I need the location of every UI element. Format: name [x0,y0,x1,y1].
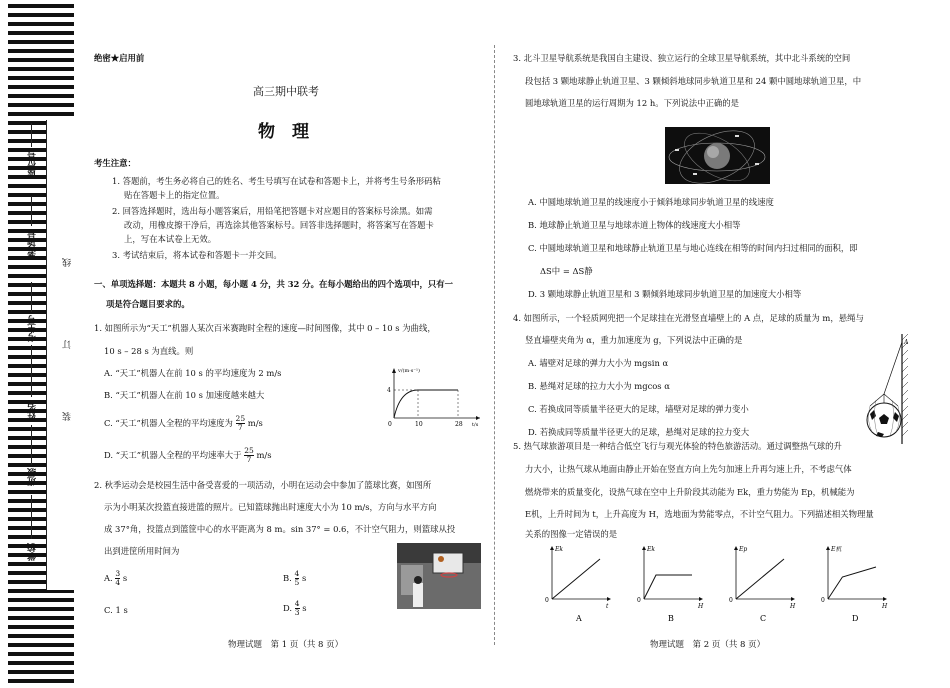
q3-stem: 圆地球轨道卫星的运行周期为 12 h。下列说法中正确的是 [525,98,739,108]
page-divider [494,45,495,645]
curve-segment [394,390,418,418]
q3-option-b: B. 地球静止轨道卫星与地球赤道上物体的线速度大小相等 [528,220,741,230]
fraction-den: 7 [246,455,252,464]
binding-stripe [8,598,74,602]
binding-stripe [8,616,74,620]
x-tick-0: 0 [388,421,392,428]
unit: m/s [256,450,272,460]
q4-option-c: C. 若换成同等质量半径更大的足球，墙壁对足球的弹力变小 [528,404,749,414]
binding-stripe [8,112,74,116]
q5-x-label: H [790,603,796,610]
binding-line [46,120,47,590]
label-school: 学校 [28,543,38,561]
q1-vt-graph [384,364,484,430]
q5-curve [828,567,876,599]
notice-line: 上，写在本试卷上无效。 [124,234,217,244]
q5-x-arrow [607,597,611,601]
q5-x-label: H [698,603,704,610]
q5-option-label: D [852,614,859,623]
q5-stem: 关系的图像一定错误的是 [525,529,618,539]
notice-line: 2. 回答选择题时，选出每小题答案后，用铅笔把答题卡对应题目的答案标号涂黑。如需 [112,206,433,216]
q1-option-c [104,415,263,432]
binding-stripe [8,40,74,44]
q3-option-a: A. 中圆地球轨道卫星的线速度小于倾斜地球同步轨道卫星的线速度 [528,197,774,207]
option-letter: C. [104,605,113,615]
q4-option-b: B. 悬绳对足球的拉力大小为 mgcos α [528,381,670,391]
q1-stem: 10 s – 28 s 为直线。则 [104,346,194,356]
label-class: 班级 [28,468,38,486]
notice-line: 3. 考试结束后，将本试卷和答题卡一并交回。 [112,250,282,260]
q2-stem: 示为小明某次投篮直接进篮的照片。已知篮球抛出时速度大小为 10 m/s，方向与水平方向 [104,502,437,512]
backboard [433,553,463,573]
q4-option-a: A. 墙壁对足球的弹力大小为 mgsin α [528,358,669,368]
q5-origin: 0 [545,597,549,604]
q4-football-figure [862,334,910,444]
fraction-den: 4 [115,578,121,587]
secret-mark: 绝密★启用前 [94,53,145,63]
rope [884,342,902,394]
blank-room [31,196,32,226]
q3-option-c-formula: ΔS中 = ΔS静 [540,266,593,276]
binding-stripe [8,67,74,71]
page2-footer: 物理试题 第 2 页（共 8 页） [650,640,766,650]
q5-stem: 力大小，让热气球从地面由静止开始在竖直方向上先匀加速上升再匀速上升，不考虑气体 [525,464,852,474]
unit: m/s [247,418,263,428]
label-name: 姓名 [28,403,38,421]
q2-option-c [104,604,128,616]
binding-stripe [8,103,74,107]
y-tick: 4 [387,387,391,394]
q5-curve [552,559,600,599]
notice-line: 贴在答题卡上的指定位置。 [124,190,225,200]
binding-stripe [8,22,74,26]
q2-stem: 成 37°角，投篮点到篮筐中心的水平距离为 8 m。sin 37° = 0.6，不计空气阻力，则篮球从投 [104,524,456,534]
q5-y-arrow [642,546,646,550]
binding-stripe [8,13,74,17]
blank-examinee-no [31,282,32,312]
fraction-num: 25 [235,414,246,423]
q5-x-arrow [699,597,703,601]
q5-x-label: H [882,603,888,610]
binding-stripe [8,643,74,647]
unit: s [302,603,307,613]
q4-stem: 竖直墙壁夹角为 α，重力加速度为 g，下列说法中正确的是 [525,335,743,345]
fraction-num: 4 [294,569,300,578]
y-axis-arrow [392,368,396,373]
q2-stem: 出到进筐所用时间为 [104,546,180,556]
notice-heading: 考生注意： [94,158,136,168]
option-letter: A. [104,573,113,583]
x-axis-arrow [476,416,480,420]
q1-option-b: B. “天工”机器人在前 10 s 加速度越来越大 [104,390,265,400]
q5-option-label: A [576,614,582,623]
binding-stripe [8,634,74,638]
binding-blank [46,120,86,590]
q5-origin: 0 [729,597,733,604]
label-examinee-no: 考生号 [28,315,38,342]
wall-hatch [902,334,908,436]
satellite [735,135,739,137]
q5-y-label: Ek [647,546,656,553]
binding-stripe [8,76,74,80]
notice-line: 改动，用橡皮擦干净后，再选涂其他答案标号。回答非选择题时，将答案写在答题卡 [124,220,434,230]
basketball-photo [397,543,481,609]
y-label: v/(m·s⁻¹) [398,368,420,374]
fraction-den: 5 [294,578,300,587]
q5-origin: 0 [637,597,641,604]
q4-stem: 4. 如图所示，一个轻质网兜把一个足球挂在光滑竖直墙壁上的 A 点，足球的质量为 m，悬绳与 [513,313,864,323]
binding-stripe [8,652,74,656]
q5-x-arrow [791,597,795,601]
binding-stripe [8,85,74,89]
q2-option-b [283,570,306,587]
q1-option-c-text: C. “天工”机器人全程的平均速度为 [104,418,233,428]
q5-stem: 5. 热气球旅游项目是一种结合低空飞行与观光体验的特色旅游活动。通过调整热气球的升 [513,441,842,451]
q5-y-arrow [550,546,554,550]
binding-stripe [8,679,74,683]
binding-stripe [8,625,74,629]
cut-mark-bind: 装 [63,412,73,421]
fraction-num: 25 [244,446,254,455]
satellite [693,173,697,175]
exam-title: 高三期中联考 [253,85,319,98]
page1-footer: 物理试题 第 1 页（共 8 页） [228,640,344,650]
q5-y-arrow [734,546,738,550]
player-head [414,576,422,584]
q5-y-label: Ek [555,546,564,553]
notice-line: 1. 答题前，考生务必将自己的姓名、考生号填写在试卷和答题卡上，并将考生号条形码粘 [112,176,441,186]
option-text: 1 s [115,605,128,615]
unit: s [301,573,307,583]
q5-x-arrow [883,597,887,601]
cut-mark-line: 线 [63,258,73,267]
q1-option-d [104,447,272,464]
q3-option-d: D. 3 颗地球静止轨道卫星和 3 颗倾斜地球同步轨道卫星的加速度大小相等 [528,289,802,299]
q5-x-label: t [606,603,609,610]
cut-mark-staple: 订 [63,340,73,349]
q3-option-c: C. 中圆地球轨道卫星和地球静止轨道卫星与地心连线在相等的时间内扫过相同的面积，即 [528,243,858,253]
section-heading: 一、单项选择题：本题共 8 小题，每小题 4 分，共 32 分。在每小题给出的四个选项中，只有一 [94,279,454,289]
binding-stripe [8,31,74,35]
binding-stripe [8,4,74,8]
q5-curve [736,559,784,599]
fraction-num: 3 [115,569,121,578]
label-room: 考场号 [28,230,38,257]
fraction-num: 4 [294,599,300,608]
blank-school [31,495,32,539]
q1-option-a: A. “天工”机器人在前 10 s 的平均速度为 2 m/s [104,368,282,378]
option-letter: B. [283,573,292,583]
q5-stem: 燃烧带来的质量变化，设热气球在空中上升阶段其动能为 Ek，重力势能为 Ep，机械能为 [525,487,855,497]
binding-stripe [8,94,74,98]
q2-option-d [283,600,307,617]
binding-stripe [8,661,74,665]
q5-option-label: B [668,614,674,623]
blank-class [31,425,32,465]
binding-stripe [8,49,74,53]
unit: s [122,573,128,583]
blank-name [31,345,32,397]
q3-stem: 段包括 3 颗地球静止轨道卫星、3 颗倾斜地球同步轨道卫星和 24 颗中圆地球轨道卫星，中 [525,76,862,86]
q5-y-arrow [826,546,830,550]
q2-stem: 2. 秋季运动会是校园生活中备受喜爱的一项活动，小明在运动会中参加了篮球比赛，如图所 [94,480,432,490]
q5-stem: E机，上升时间为 t，上升高度为 H，选地面为势能零点，不计空气阻力。下列描述相关物理量 [525,509,874,519]
player [413,583,423,607]
q2-option-a [104,570,127,587]
point-a-label: A [904,339,909,346]
q5-y-label: E机 [831,546,842,553]
x-tick-28: 28 [455,421,463,428]
q5-curve [644,575,692,599]
binding-margin [0,0,82,688]
q4-option-d: D. 若换成同等质量半径更大的足球，悬绳对足球的拉力变大 [528,427,750,437]
beidou-image [665,127,770,184]
satellite [675,149,679,151]
q1-option-d-text: D. “天工”机器人全程的平均速率大于 [104,450,242,460]
binding-stripe [8,607,74,611]
x-label: t/s [472,422,479,428]
x-tick-10: 10 [415,421,423,428]
q5-y-label: Ep [739,546,748,553]
subject-title: 物 理 [258,122,309,142]
q5-origin: 0 [821,597,825,604]
fraction-den: 7 [237,423,243,432]
section-heading-cont: 项是符合题目要求的。 [106,299,190,309]
binding-stripe [8,670,74,674]
fraction-den: 3 [294,608,300,617]
earth-highlight [707,146,719,158]
label-seat: 座位号 [28,150,38,177]
q1-stem: 1. 如图所示为“天工”机器人某次百米赛跑时全程的速度—时间图像，其中 0 – 10 s 为曲线， [94,323,436,333]
option-letter: D. [283,603,293,613]
q3-stem: 3. 北斗卫星导航系统是我国自主建设、独立运行的全球卫星导航系统，其中北斗系统的空间 [513,53,851,63]
q5-graphs [540,544,900,624]
q5-option-label: C [760,614,767,623]
ball [438,556,444,562]
satellite [755,163,759,165]
binding-stripe [8,58,74,62]
q5-graph-group [545,545,888,623]
blank-seat [31,123,32,147]
